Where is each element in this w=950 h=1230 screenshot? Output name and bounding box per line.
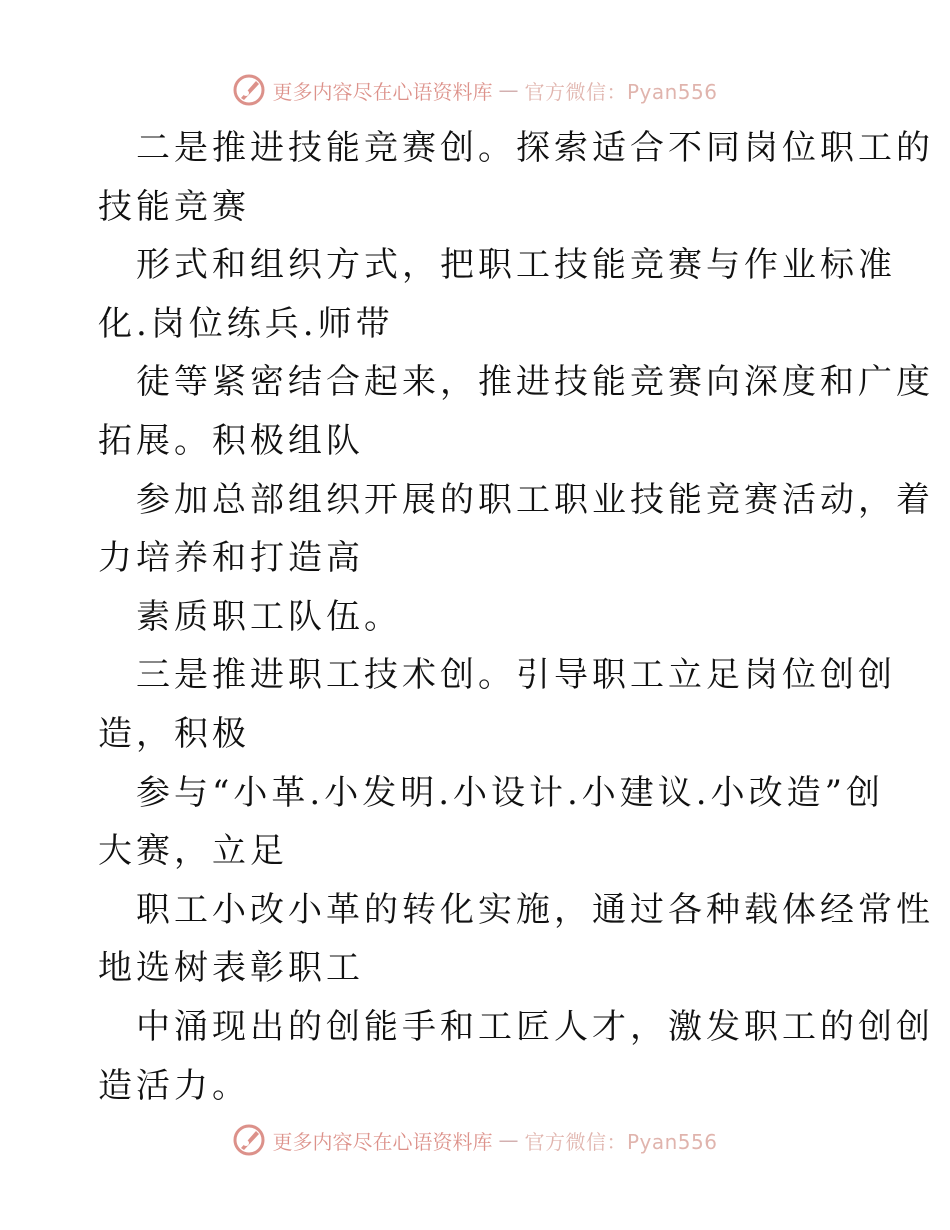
watermark-separator: — <box>498 78 519 102</box>
text-line: 职工小改小革的转化实施，通过各种载体经常性 <box>136 889 934 930</box>
text-line: 二是推进技能竞赛创。探索适合不同岗位职工的 <box>136 128 934 168</box>
footer-watermark <box>0 1120 950 1160</box>
text-line: 中涌现出的创能手和工匠人才，激发职工的创创 <box>136 1006 934 1047</box>
text-line: 化.岗位练兵.师带 <box>98 303 394 344</box>
text-line: 三是推进职工技术创。引导职工立足岗位创创 <box>136 655 896 696</box>
quill-logo-icon <box>232 1123 266 1157</box>
watermark-contact: 官方微信：Pyan556 <box>524 79 718 104</box>
text-line: 技能竞赛 <box>98 186 250 227</box>
text-line: 徒等紧密结合起来，推进技能竞赛向深度和广度 <box>136 362 934 403</box>
text-line: 形式和组织方式，把职工技能竞赛与作业标准 <box>136 245 896 286</box>
text-line: 素质职工队伍。 <box>136 596 402 637</box>
text-line: 力培养和打造高 <box>98 538 364 579</box>
text-line: 参与“小革.小发明.小设计.小建议.小改造”创 <box>136 772 884 813</box>
header-watermark <box>0 70 950 110</box>
watermark-contact: 官方微信：Pyan556 <box>524 1129 718 1154</box>
text-line: 地选树表彰职工 <box>98 948 364 989</box>
text-line: 大赛，立足 <box>98 831 288 872</box>
quill-logo-icon <box>232 73 266 107</box>
watermark-text: 更多内容尽在心语资料库 <box>272 1129 493 1154</box>
text-line: 参加总部组织开展的职工职业技能竞赛活动，着 <box>136 479 934 520</box>
text-line: 造，积极 <box>98 713 250 754</box>
watermark-text: 更多内容尽在心语资料库 <box>272 79 493 104</box>
text-line: 拓展。积极组队 <box>98 420 364 461</box>
text-line: 造活力。 <box>98 1065 250 1106</box>
watermark-separator: — <box>498 1128 519 1152</box>
document-body <box>98 119 934 1115</box>
